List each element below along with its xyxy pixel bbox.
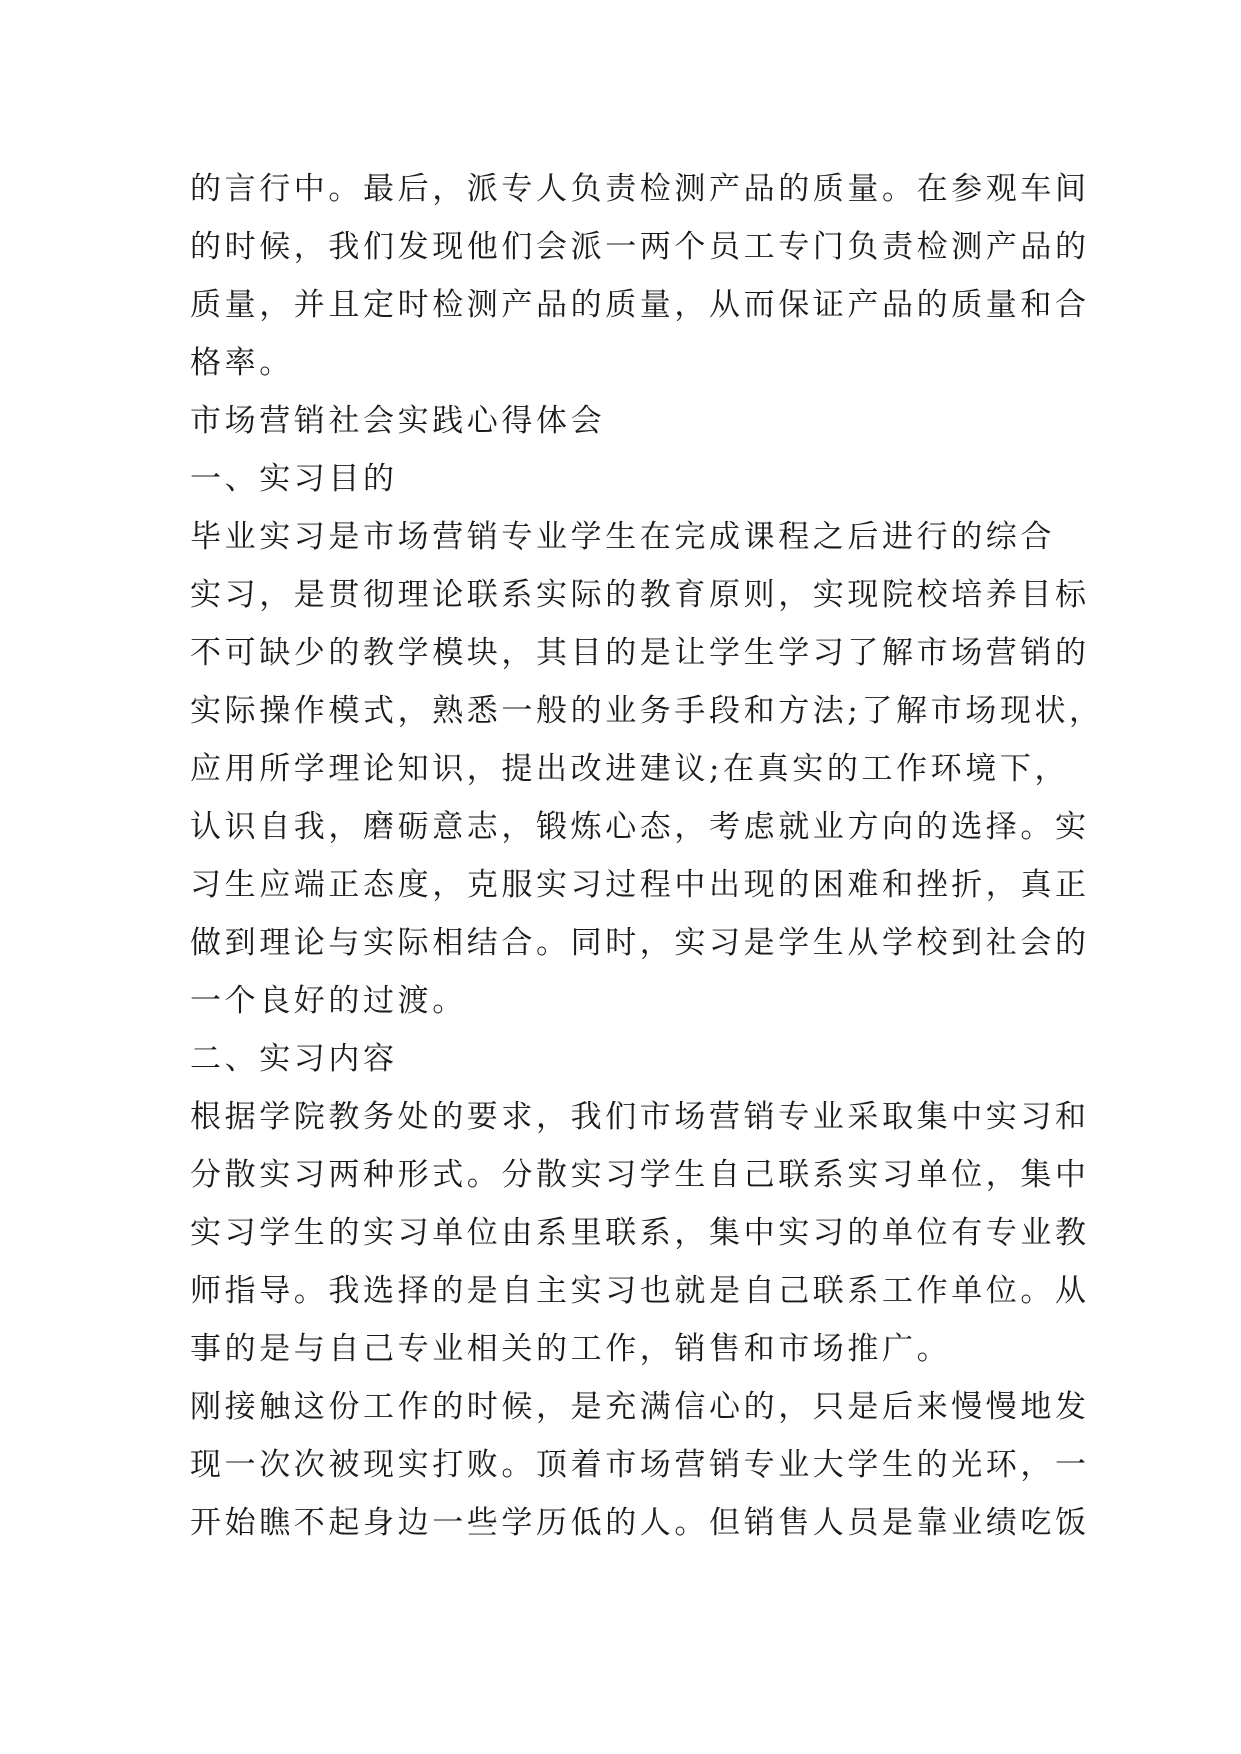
text-line: 认识自我，磨砺意志，锻炼心态，考虑就业方向的选择。实: [190, 809, 1090, 845]
text-line: 毕业实习是市场营销专业学生在完成课程之后进行的综合: [190, 519, 1055, 555]
section-heading: 一、实习目的: [190, 461, 398, 497]
text-line: 做到理论与实际相结合。同时，实习是学生从学校到社会的: [190, 925, 1090, 961]
text-line: 应用所学理论知识，提出改进建议;在真实的工作环境下，: [190, 751, 1070, 787]
text-line: 刚接触这份工作的时候，是充满信心的，只是后来慢慢地发: [190, 1389, 1090, 1425]
text-line: 的言行中。最后，派专人负责检测产品的质量。在参观车间: [190, 171, 1090, 207]
text-line: 开始瞧不起身边一些学历低的人。但销售人员是靠业绩吃饭: [190, 1505, 1090, 1541]
text-line: 不可缺少的教学模块，其目的是让学生学习了解市场营销的: [190, 635, 1090, 671]
text-line: 现一次次被现实打败。顶着市场营销专业大学生的光环，一: [190, 1447, 1090, 1483]
text-line: 一个良好的过渡。: [190, 983, 467, 1019]
text-line: 根据学院教务处的要求，我们市场营销专业采取集中实习和: [190, 1099, 1090, 1135]
text-line: 分散实习两种形式。分散实习学生自己联系实习单位，集中: [190, 1157, 1090, 1193]
text-line: 质量，并且定时检测产品的质量，从而保证产品的质量和合: [190, 287, 1090, 323]
text-line: 的时候，我们发现他们会派一两个员工专门负责检测产品的: [190, 229, 1090, 265]
text-line: 实际操作模式，熟悉一般的业务手段和方法;了解市场现状，: [190, 693, 1104, 729]
text-line: 格率。: [190, 345, 294, 381]
document-body: [190, 160, 1104, 1552]
text-line: 习生应端正态度，克服实习过程中出现的困难和挫折，真正: [190, 867, 1090, 903]
text-line: 实习，是贯彻理论联系实际的教育原则，实现院校培养目标: [190, 577, 1090, 613]
text-line: 事的是与自己专业相关的工作，销售和市场推广。: [190, 1331, 952, 1367]
text-line: 师指导。我选择的是自主实习也就是自己联系工作单位。从: [190, 1273, 1090, 1309]
section-heading: 二、实习内容: [190, 1041, 398, 1077]
text-line: 实习学生的实习单位由系里联系，集中实习的单位有专业教: [190, 1215, 1090, 1251]
section-title: 市场营销社会实践心得体会: [190, 403, 606, 439]
